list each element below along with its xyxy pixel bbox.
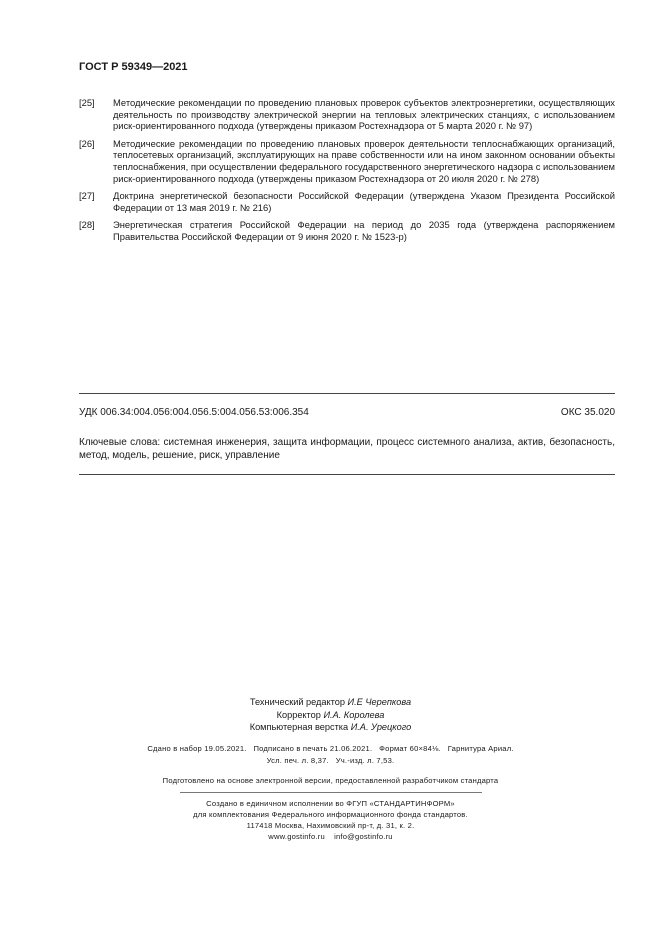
divider-bottom — [79, 474, 615, 475]
reference-list — [79, 97, 615, 249]
prepared-note: Подготовлено на основе электронной версии, предоставленной разработчиком стандарта — [162, 776, 499, 785]
reference-text: Доктрина энергетической безопасности Российской Федерации (утверждена Указом Президента Российской Федерации от 13 мая 2019 г. № 216) — [113, 190, 615, 213]
reference-text: Энергетическая стратегия Российской Федерации на период до 2035 года (утверждена распоряжением Правительства Российской Федерации от 9 июня 2020 г. № 1523-р) — [113, 219, 615, 242]
reference-item — [79, 97, 615, 132]
divider-top — [79, 393, 615, 394]
reference-item — [79, 190, 615, 213]
credit-name: И.Е Черепкова — [347, 697, 412, 707]
publisher-contacts: www.gostinfo.ru info@gostinfo.ru — [268, 832, 393, 841]
print-info — [0, 743, 661, 766]
reference-number: [26] — [79, 137, 95, 149]
reference-number: [25] — [79, 97, 95, 108]
classification-row — [79, 407, 615, 418]
publisher-info — [0, 798, 661, 842]
print-info-line: Сдано в набор 19.05.2021. Подписано в печать 21.06.2021. Формат 60×84⅛. Гарнитура Ариал. — [147, 744, 514, 753]
reference-text: Методические рекомендации по проведению плановых проверок субъектов электроэнергетики, осуществляющих деятельность по производству электрической энергии на тепловых электрических станциях, с использованием риск-ориентированного подхода (утверждены приказом Ростехнадзора от 5 марта 2020 г. № 97) — [113, 97, 615, 132]
divider-footer — [180, 792, 482, 793]
reference-item — [79, 219, 615, 242]
standard-code: ГОСТ Р 59349—2021 — [79, 61, 188, 73]
credit-line — [0, 709, 661, 722]
credit-role: Корректор — [276, 709, 321, 720]
credit-line — [0, 696, 661, 709]
reference-item — [79, 138, 615, 184]
credit-name: И.А. Королева — [323, 709, 385, 720]
credit-line — [0, 721, 661, 734]
publisher-line: для комплектования Федерального информационного фонда стандартов. — [193, 810, 468, 819]
oks-code: ОКС 35.020 — [560, 407, 615, 418]
print-info-line: Усл. печ. л. 8,37. Уч.-изд. л. 7,53. — [266, 755, 395, 765]
reference-number: [27] — [79, 190, 95, 202]
credit-role: Технический редактор — [249, 697, 345, 707]
publisher-line: 117418 Москва, Нахимовский пр-т, д. 31, к. 2. — [246, 821, 415, 830]
reference-text: Методические рекомендации по проведению плановых проверок деятельности теплоснабжающих организаций, теплосетевых организаций, эксплуатирующих на праве собственности или на ином законном основании объекты теплоснабжения, при осуществлении федерального государственного энергетического надзора с использованием риск-ориентированного подхода (утверждены приказом Ростехнадзора от 20 июля 2020 г. № 278) — [113, 137, 615, 184]
udk-code: УДК 006.34:004.056:004.056.5:004.056.53:006.354 — [79, 407, 309, 418]
reference-number: [28] — [79, 219, 95, 231]
credit-name: И.А. Урецкого — [350, 722, 412, 732]
credit-role: Компьютерная верстка — [249, 722, 349, 732]
credits-block — [0, 696, 661, 734]
publisher-line: Создано в единичном исполнении во ФГУП «СТАНДАРТИНФОРМ» — [206, 799, 455, 808]
keywords: Ключевые слова: системная инженерия, защита информации, процесс системного анализа, актив, безопасность, метод, модель, решение, риск, управление — [79, 437, 615, 461]
